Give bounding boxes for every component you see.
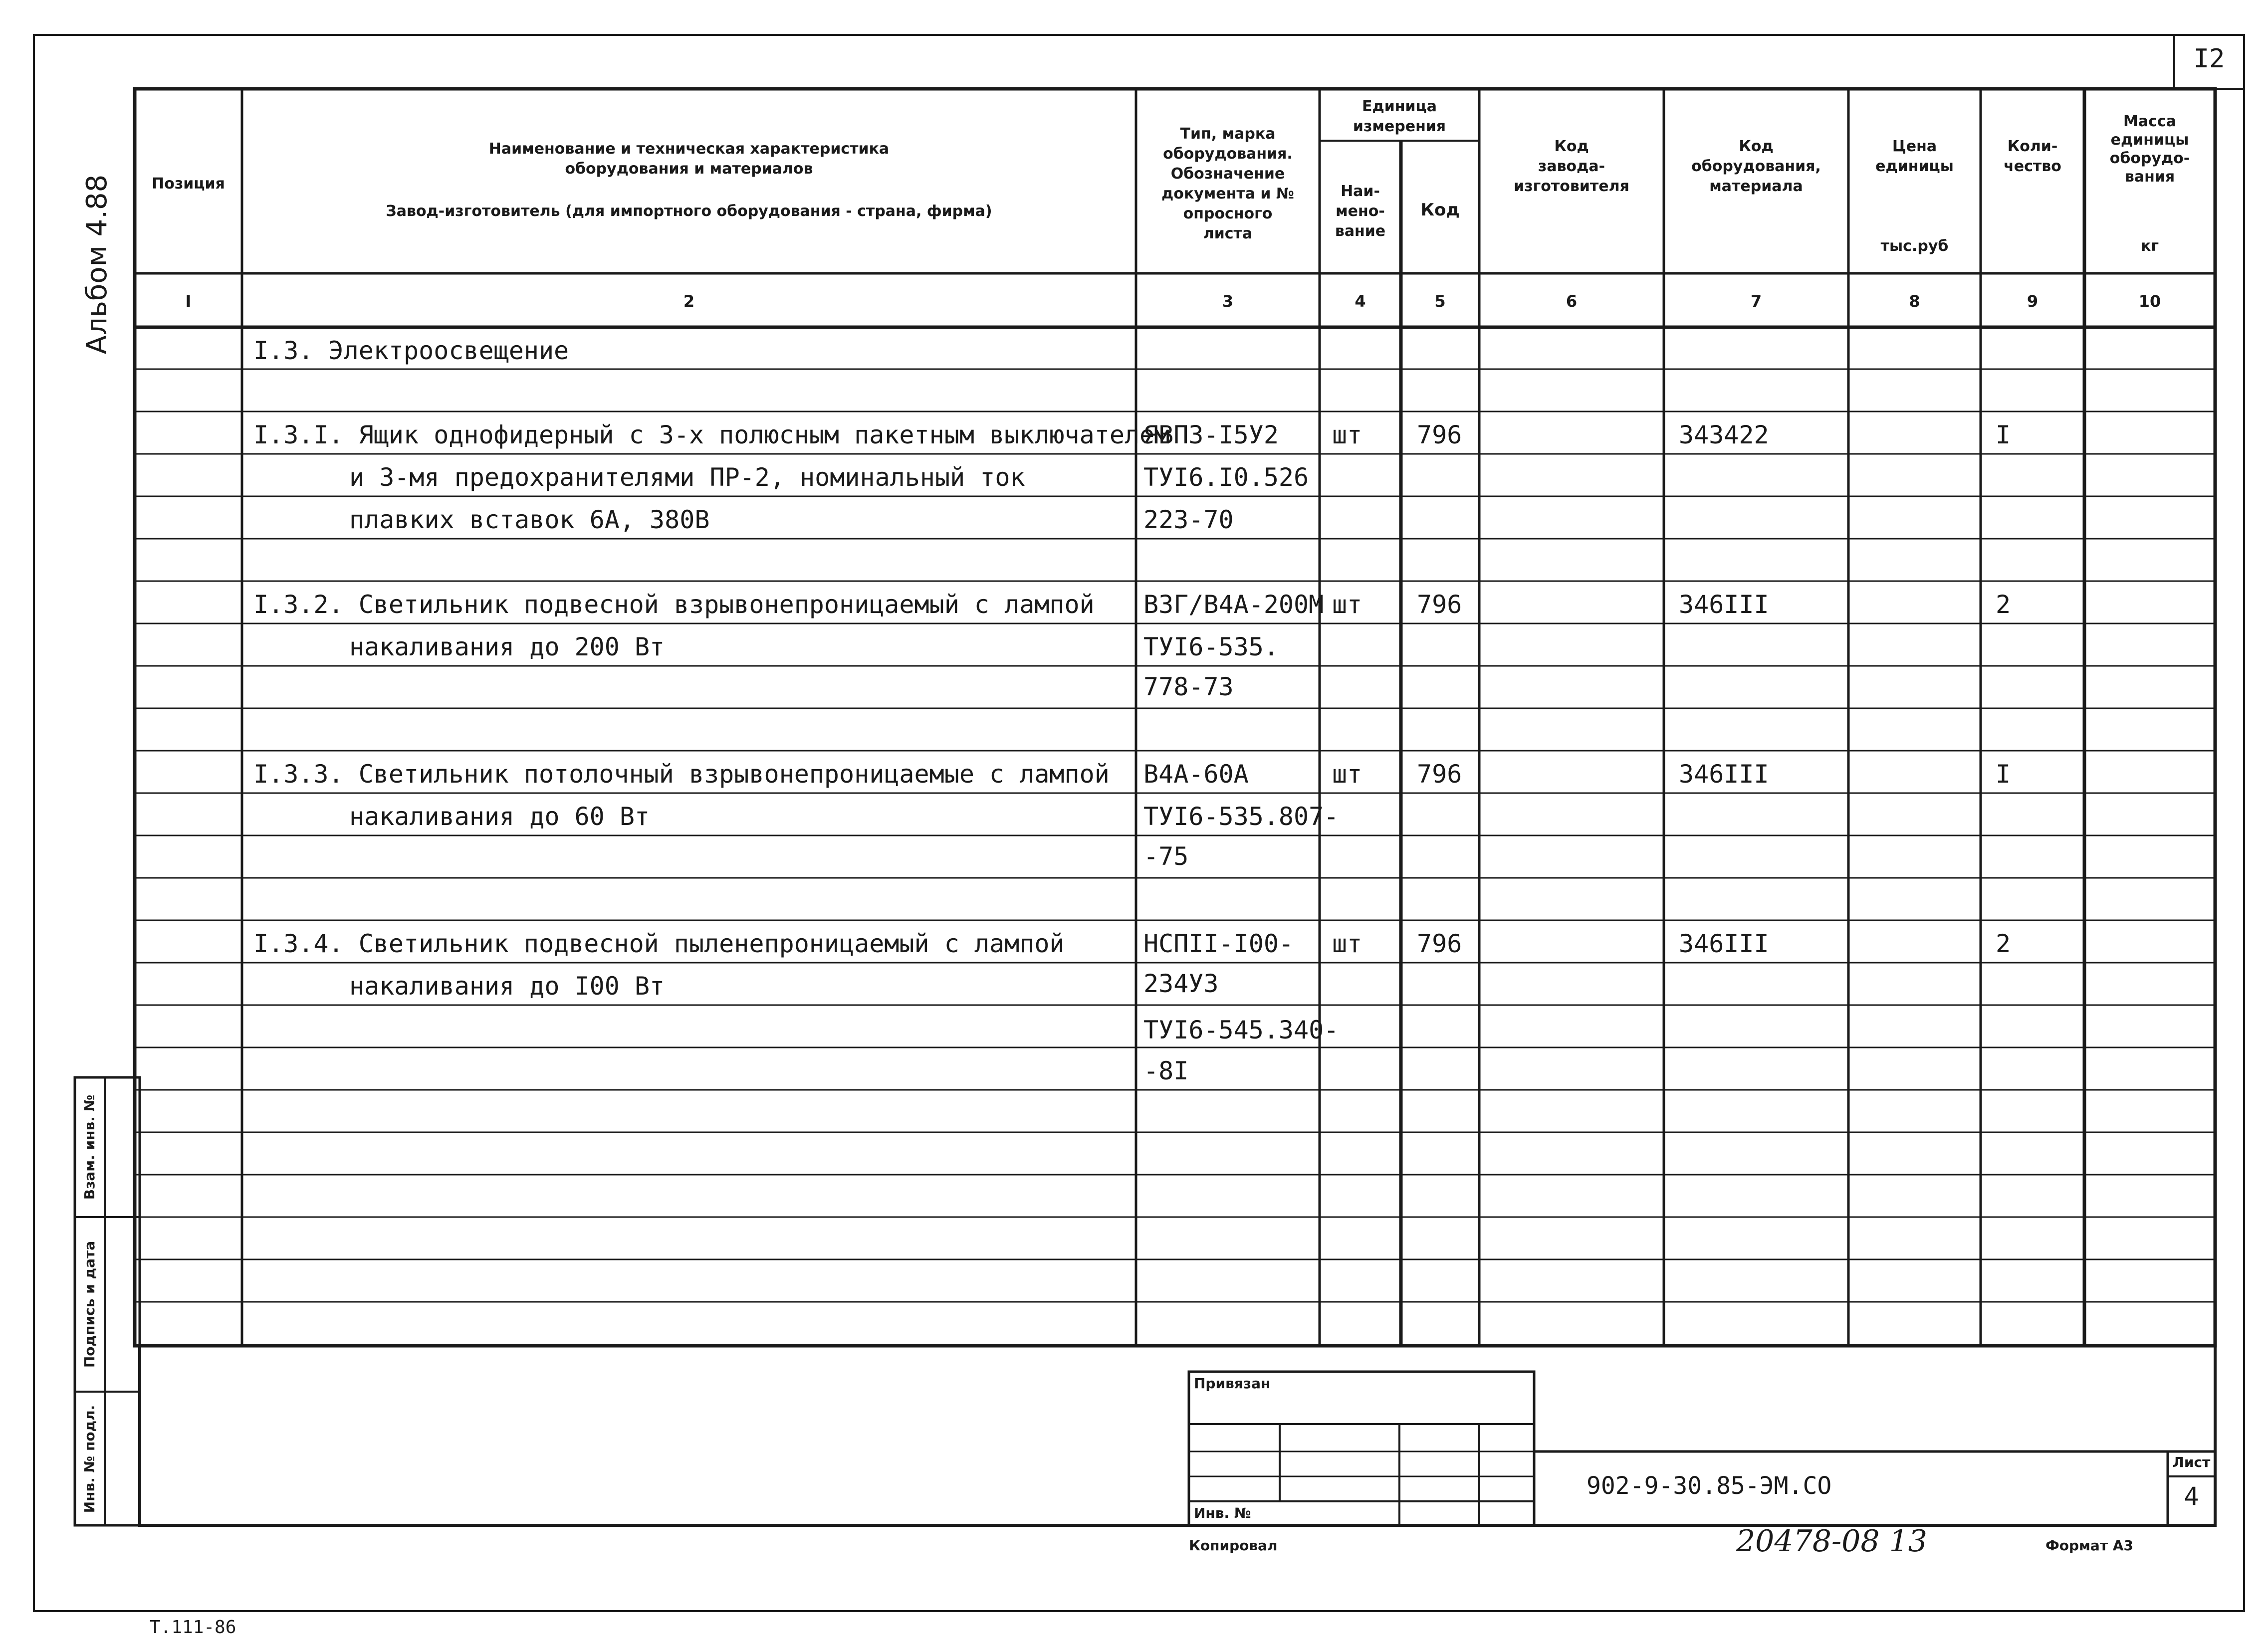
- item-2-type-2: ТУI6-535.: [1143, 632, 1279, 661]
- header-unit-l2: измерения: [1353, 118, 1446, 135]
- header-qty-l2: чество: [2004, 158, 2061, 175]
- item-1-qty: I: [1996, 420, 2011, 449]
- item-2-code: 796: [1417, 590, 1462, 619]
- sheet-label: Лист: [2172, 1454, 2211, 1470]
- side-stamp-signature-date: Подпись и дата: [81, 1240, 98, 1368]
- form-code: Т.111-86: [150, 1617, 236, 1638]
- item-4-desc-1: I.3.4. Светильник подвесной пыленепроницаемый с лампой: [253, 929, 1065, 958]
- sheet-number: I2: [2193, 44, 2225, 74]
- header-type-l6: листа: [1203, 225, 1253, 242]
- item-3-code: 796: [1417, 760, 1462, 789]
- header-name-line3: Завод-изготовитель (для импортного оборудования - страна, фирма): [386, 203, 992, 220]
- header-price-unit: тыс.руб: [1880, 237, 1949, 255]
- header-unitname-l3: вание: [1335, 222, 1386, 240]
- item-1-type-3: 223-70: [1143, 505, 1234, 534]
- item-2-type-3: 778-73: [1143, 672, 1234, 701]
- header-mass-l3: оборудо-: [2109, 150, 2190, 167]
- item-4-code: 796: [1417, 929, 1462, 958]
- item-1-type-2: ТУI6.I0.526: [1143, 463, 1309, 492]
- item-1-desc-1: I.3.I. Ящик однофидерный с 3-х полюсным пакетным выключателем: [253, 420, 1170, 449]
- table-frame: [135, 89, 2215, 1346]
- header-price-l2: единицы: [1875, 158, 1954, 175]
- header-type-l5: опросного: [1183, 205, 1273, 222]
- item-3-desc-2: накаливания до 60 Вт: [349, 802, 650, 831]
- header-mass-l4: вания: [2124, 168, 2175, 186]
- header-matcode-l2: оборудования,: [1691, 158, 1821, 175]
- item-2-qty: 2: [1996, 590, 2011, 619]
- item-4-type-1: НСПII-I00-: [1143, 929, 1294, 958]
- header-unitcode: Код: [1420, 200, 1460, 220]
- item-4-desc-2: накаливания до I00 Вт: [349, 972, 665, 1001]
- album-label: Альбом 4.88: [81, 174, 113, 355]
- colnum-6: 6: [1566, 292, 1578, 311]
- item-2-type-1: ВЗГ/В4А-200М: [1143, 590, 1324, 619]
- header-factory-l3: изготовителя: [1514, 178, 1629, 195]
- header-position: Позиция: [152, 175, 225, 193]
- colnum-9: 9: [2027, 292, 2039, 311]
- header-unitname-l1: Наи-: [1341, 183, 1380, 200]
- header-name-line2: оборудования и материалов: [565, 160, 813, 178]
- colnum-10: 10: [2138, 292, 2161, 311]
- header-unit-l1: Единица: [1362, 98, 1437, 115]
- section-title: I.3. Электроосвещение: [253, 336, 569, 365]
- item-4-type-2: 234У3: [1143, 969, 1219, 998]
- item-3-type-3: -75: [1143, 842, 1189, 871]
- header-name-line1: Наименование и техническая характеристика: [488, 140, 890, 158]
- header-type-l2: оборудования.: [1163, 145, 1293, 163]
- item-3-type-1: В4А-60А: [1143, 760, 1249, 789]
- format-label: Формат А3: [2045, 1537, 2133, 1554]
- item-2-desc-1: I.3.2. Светильник подвесной взрывонепроницаемый с лампой: [253, 590, 1095, 619]
- item-2-material-code: 346III: [1679, 590, 1769, 619]
- kopiroval-label: Копировал: [1189, 1537, 1278, 1554]
- colnum-2: 2: [683, 292, 695, 311]
- document-code: 902-9-30.85-ЭМ.СО: [1587, 1472, 1832, 1500]
- header-type-l1: Тип, марка: [1180, 125, 1276, 143]
- header-type-l3: Обозначение: [1170, 165, 1285, 183]
- colnum-8: 8: [1909, 292, 1920, 311]
- item-2-unit: шт: [1332, 590, 1362, 619]
- side-stamp-original-inv: Инв. № подл.: [81, 1405, 98, 1513]
- item-3-type-2: ТУI6-535.807-: [1143, 802, 1339, 831]
- header-factory-l1: Код: [1554, 138, 1589, 155]
- item-1-code: 796: [1417, 420, 1462, 449]
- colnum-3: 3: [1222, 292, 1234, 311]
- header-type-l4: документа и №: [1161, 185, 1294, 203]
- item-4-unit: шт: [1332, 929, 1362, 958]
- header-price-l1: Цена: [1892, 138, 1937, 155]
- colnum-1: I: [185, 292, 192, 311]
- header-factory-l2: завода-: [1538, 158, 1605, 175]
- privyazan-label: Привязан: [1194, 1375, 1271, 1392]
- item-1-desc-3: плавких вставок 6А, 380В: [349, 505, 710, 534]
- header-mass-unit: кг: [2140, 237, 2159, 255]
- item-4-type-4: -8I: [1143, 1056, 1189, 1085]
- item-3-qty: I: [1996, 760, 2011, 789]
- item-1-desc-2: и 3-мя предохранителями ПР-2, номинальный ток: [349, 463, 1025, 492]
- header-unitname-l2: мено-: [1336, 203, 1385, 220]
- item-2-desc-2: накаливания до 200 Вт: [349, 632, 665, 661]
- item-4-material-code: 346III: [1679, 929, 1769, 958]
- item-1-type-1: ЯВПЗ-I5У2: [1143, 420, 1279, 449]
- colnum-4: 4: [1355, 292, 1366, 311]
- item-4-type-3: ТУI6-545.340-: [1143, 1016, 1339, 1044]
- header-matcode-l3: материала: [1709, 178, 1803, 195]
- inv-no-label: Инв. №: [1194, 1505, 1251, 1521]
- item-4-qty: 2: [1996, 929, 2011, 958]
- header-qty-l1: Коли-: [2007, 138, 2058, 155]
- colnum-5: 5: [1434, 292, 1446, 311]
- item-3-material-code: 346III: [1679, 760, 1769, 789]
- header-mass-l1: Масса: [2123, 113, 2176, 130]
- item-1-unit: шт: [1332, 420, 1362, 449]
- header-mass-l2: единицы: [2110, 131, 2189, 149]
- handwritten-number: 20478-08 13: [1736, 1524, 1927, 1559]
- sheet-value: 4: [2184, 1482, 2199, 1511]
- item-3-unit: шт: [1332, 760, 1362, 789]
- header-matcode-l1: Код: [1739, 138, 1774, 155]
- side-stamp-replace-inv: Взам. инв. №: [81, 1094, 98, 1200]
- colnum-7: 7: [1750, 292, 1762, 311]
- item-3-desc-1: I.3.3. Светильник потолочный взрывонепроницаемые с лампой: [253, 760, 1110, 789]
- item-1-material-code: 343422: [1679, 420, 1769, 449]
